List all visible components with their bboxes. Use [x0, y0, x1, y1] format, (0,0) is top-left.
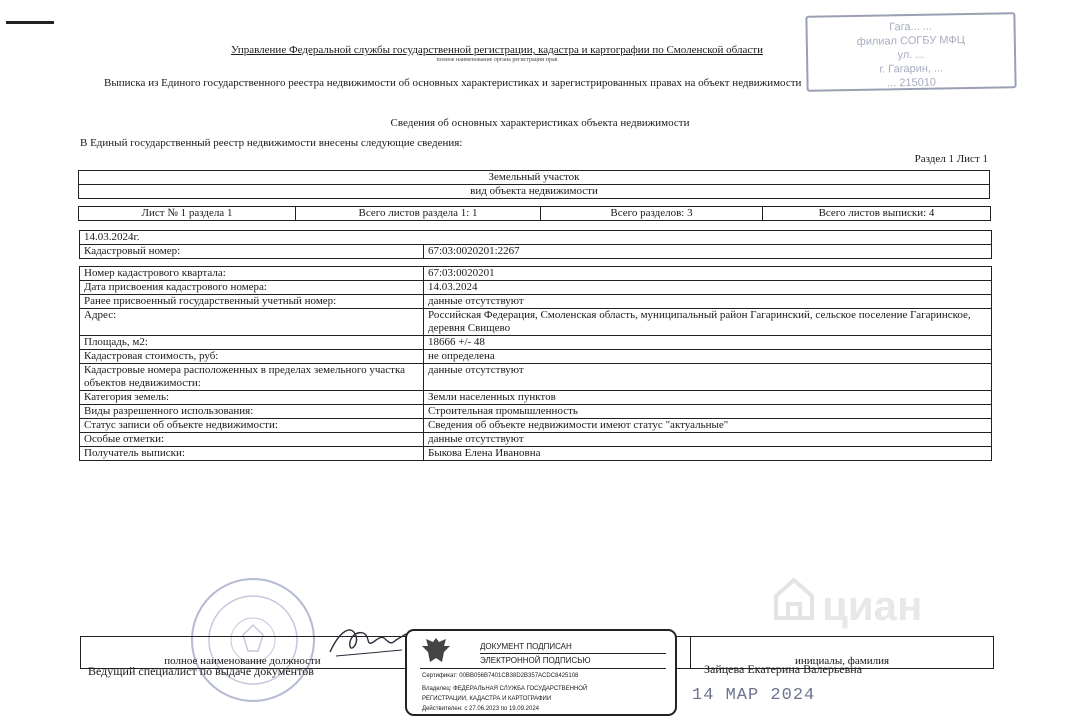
row-label: Виды разрешенного использования: [80, 405, 424, 419]
row-value: Земли населенных пунктов [424, 391, 992, 405]
table-row [80, 295, 992, 309]
row-label: Адрес: [80, 309, 424, 336]
row-label: Кадастровая стоимость, руб: [80, 350, 424, 364]
mfc-stamp-line: ул. ... [897, 48, 925, 62]
mfc-stamp-line: ... 215010 [886, 76, 937, 90]
record-date: 14.03.2024г. [80, 231, 992, 245]
cadastral-number-label: Кадастровый номер: [80, 245, 424, 259]
row-value: Строительная промышленность [424, 405, 992, 419]
sheet-counts-table [78, 206, 991, 221]
row-value: Сведения об объекте недвижимости имеют статус "актуальные" [424, 419, 992, 433]
cadastral-number-value: 67:03:0020201:2267 [424, 245, 992, 259]
table-row [80, 405, 992, 419]
row-value: не определена [424, 350, 992, 364]
name-caption: инициалы, фамилия [794, 655, 890, 667]
object-kind: Земельный участок [79, 171, 990, 185]
table-row [80, 433, 992, 447]
table-row [80, 350, 992, 364]
row-value: 67:03:0020201 [424, 267, 992, 281]
mfc-stamp-line: филиал СОГБУ МФЦ [856, 34, 965, 48]
total-extract-sheets: Всего листов выписки: 4 [763, 207, 991, 221]
mfc-stamp-line: г. Гагарин, ... [879, 62, 944, 76]
row-label: Ранее присвоенный государственный учетный номер: [80, 295, 424, 309]
row-label: Статус записи об объекте недвижимости: [80, 419, 424, 433]
row-value: Российская Федерация, Смоленская область, муниципальный район Гагаринский, сельское поселение Гагаринское, деревня Свищево [424, 309, 992, 336]
table-row [80, 364, 992, 391]
table-row [80, 391, 992, 405]
section-sheet-label: Раздел 1 Лист 1 [914, 153, 988, 165]
row-label: Кадастровые номера расположенных в пределах земельного участка объектов недвижимости: [80, 364, 424, 391]
receipt-date-stamp: 14 МАР 2024 [692, 686, 816, 705]
mfc-stamp-line: Гага... ... [889, 20, 933, 34]
table-row [80, 309, 992, 336]
row-value: данные отсутствуют [424, 433, 992, 447]
row-value: данные отсутствуют [424, 364, 992, 391]
registration-authority-caption: полное наименование органа регистрации прав [436, 57, 558, 63]
e-signature-title: ДОКУМЕНТ ПОДПИСАН [480, 642, 572, 651]
table-row [80, 267, 992, 281]
mfc-stamp [805, 12, 1016, 92]
e-signature-subtitle: ЭЛЕКТРОННОЙ ПОДПИСЬЮ [480, 656, 591, 665]
total-sections: Всего разделов: 3 [541, 207, 763, 221]
scan-edge-mark [6, 21, 54, 24]
position-caption: полное наименование должности [164, 655, 321, 667]
intro-text: В Единый государственный реестр недвижимости внесены следующие сведения: [80, 137, 463, 149]
extract-title: Выписка из Единого государственного реестра недвижимости об основных характеристиках и зарегистрированных правах на объект недвижимости [104, 77, 802, 89]
record-table [79, 230, 992, 259]
row-label: Номер кадастрового квартала: [80, 267, 424, 281]
e-signature-owner: РЕГИСТРАЦИИ, КАДАСТРА И КАРТОГРАФИИ [422, 696, 552, 702]
table-row [80, 419, 992, 433]
e-signature-rule [480, 653, 666, 654]
row-value: 18666 +/- 48 [424, 336, 992, 350]
row-label: Получатель выписки: [80, 447, 424, 461]
characteristics-table [79, 266, 992, 461]
handwritten-signature [326, 620, 408, 660]
section-title: Сведения об основных характеристиках объекта недвижимости [390, 117, 690, 129]
registration-authority-name: Управление Федеральной службы государственной регистрации, кадастра и картографии по Смоленской области [231, 44, 763, 56]
official-position: Ведущий специалист по выдаче документов [88, 664, 314, 678]
e-signature-validity: Действителен: с 27.06.2023 по 19.09.2024 [422, 706, 539, 712]
sheet-number: Лист № 1 раздела 1 [79, 207, 296, 221]
row-value: Быкова Елена Ивановна [424, 447, 992, 461]
object-kind-caption: вид объекта недвижимости [79, 185, 990, 199]
eagle-emblem-icon [418, 634, 454, 666]
e-signature-owner: Владелец: ФЕДЕРАЛЬНАЯ СЛУЖБА ГОСУДАРСТВЕННОЙ [422, 686, 588, 692]
row-value: данные отсутствуют [424, 295, 992, 309]
cian-watermark [762, 566, 968, 638]
row-label: Особые отметки: [80, 433, 424, 447]
official-name: Зайцева Екатерина Валерьевна [704, 662, 863, 676]
table-row [80, 447, 992, 461]
object-kind-table [78, 170, 990, 199]
total-section-sheets: Всего листов раздела 1: 1 [296, 207, 541, 221]
row-label: Категория земель: [80, 391, 424, 405]
row-value: 14.03.2024 [424, 281, 992, 295]
row-label: Площадь, м2: [80, 336, 424, 350]
e-signature-rule [420, 668, 666, 669]
table-row [80, 281, 992, 295]
cian-watermark-text: циан [822, 582, 923, 629]
e-signature-certificate: Сертификат: 00BB056B7401CB38D2B357ACDC8425108 [422, 673, 579, 679]
row-label: Дата присвоения кадастрового номера: [80, 281, 424, 295]
table-row [80, 336, 992, 350]
